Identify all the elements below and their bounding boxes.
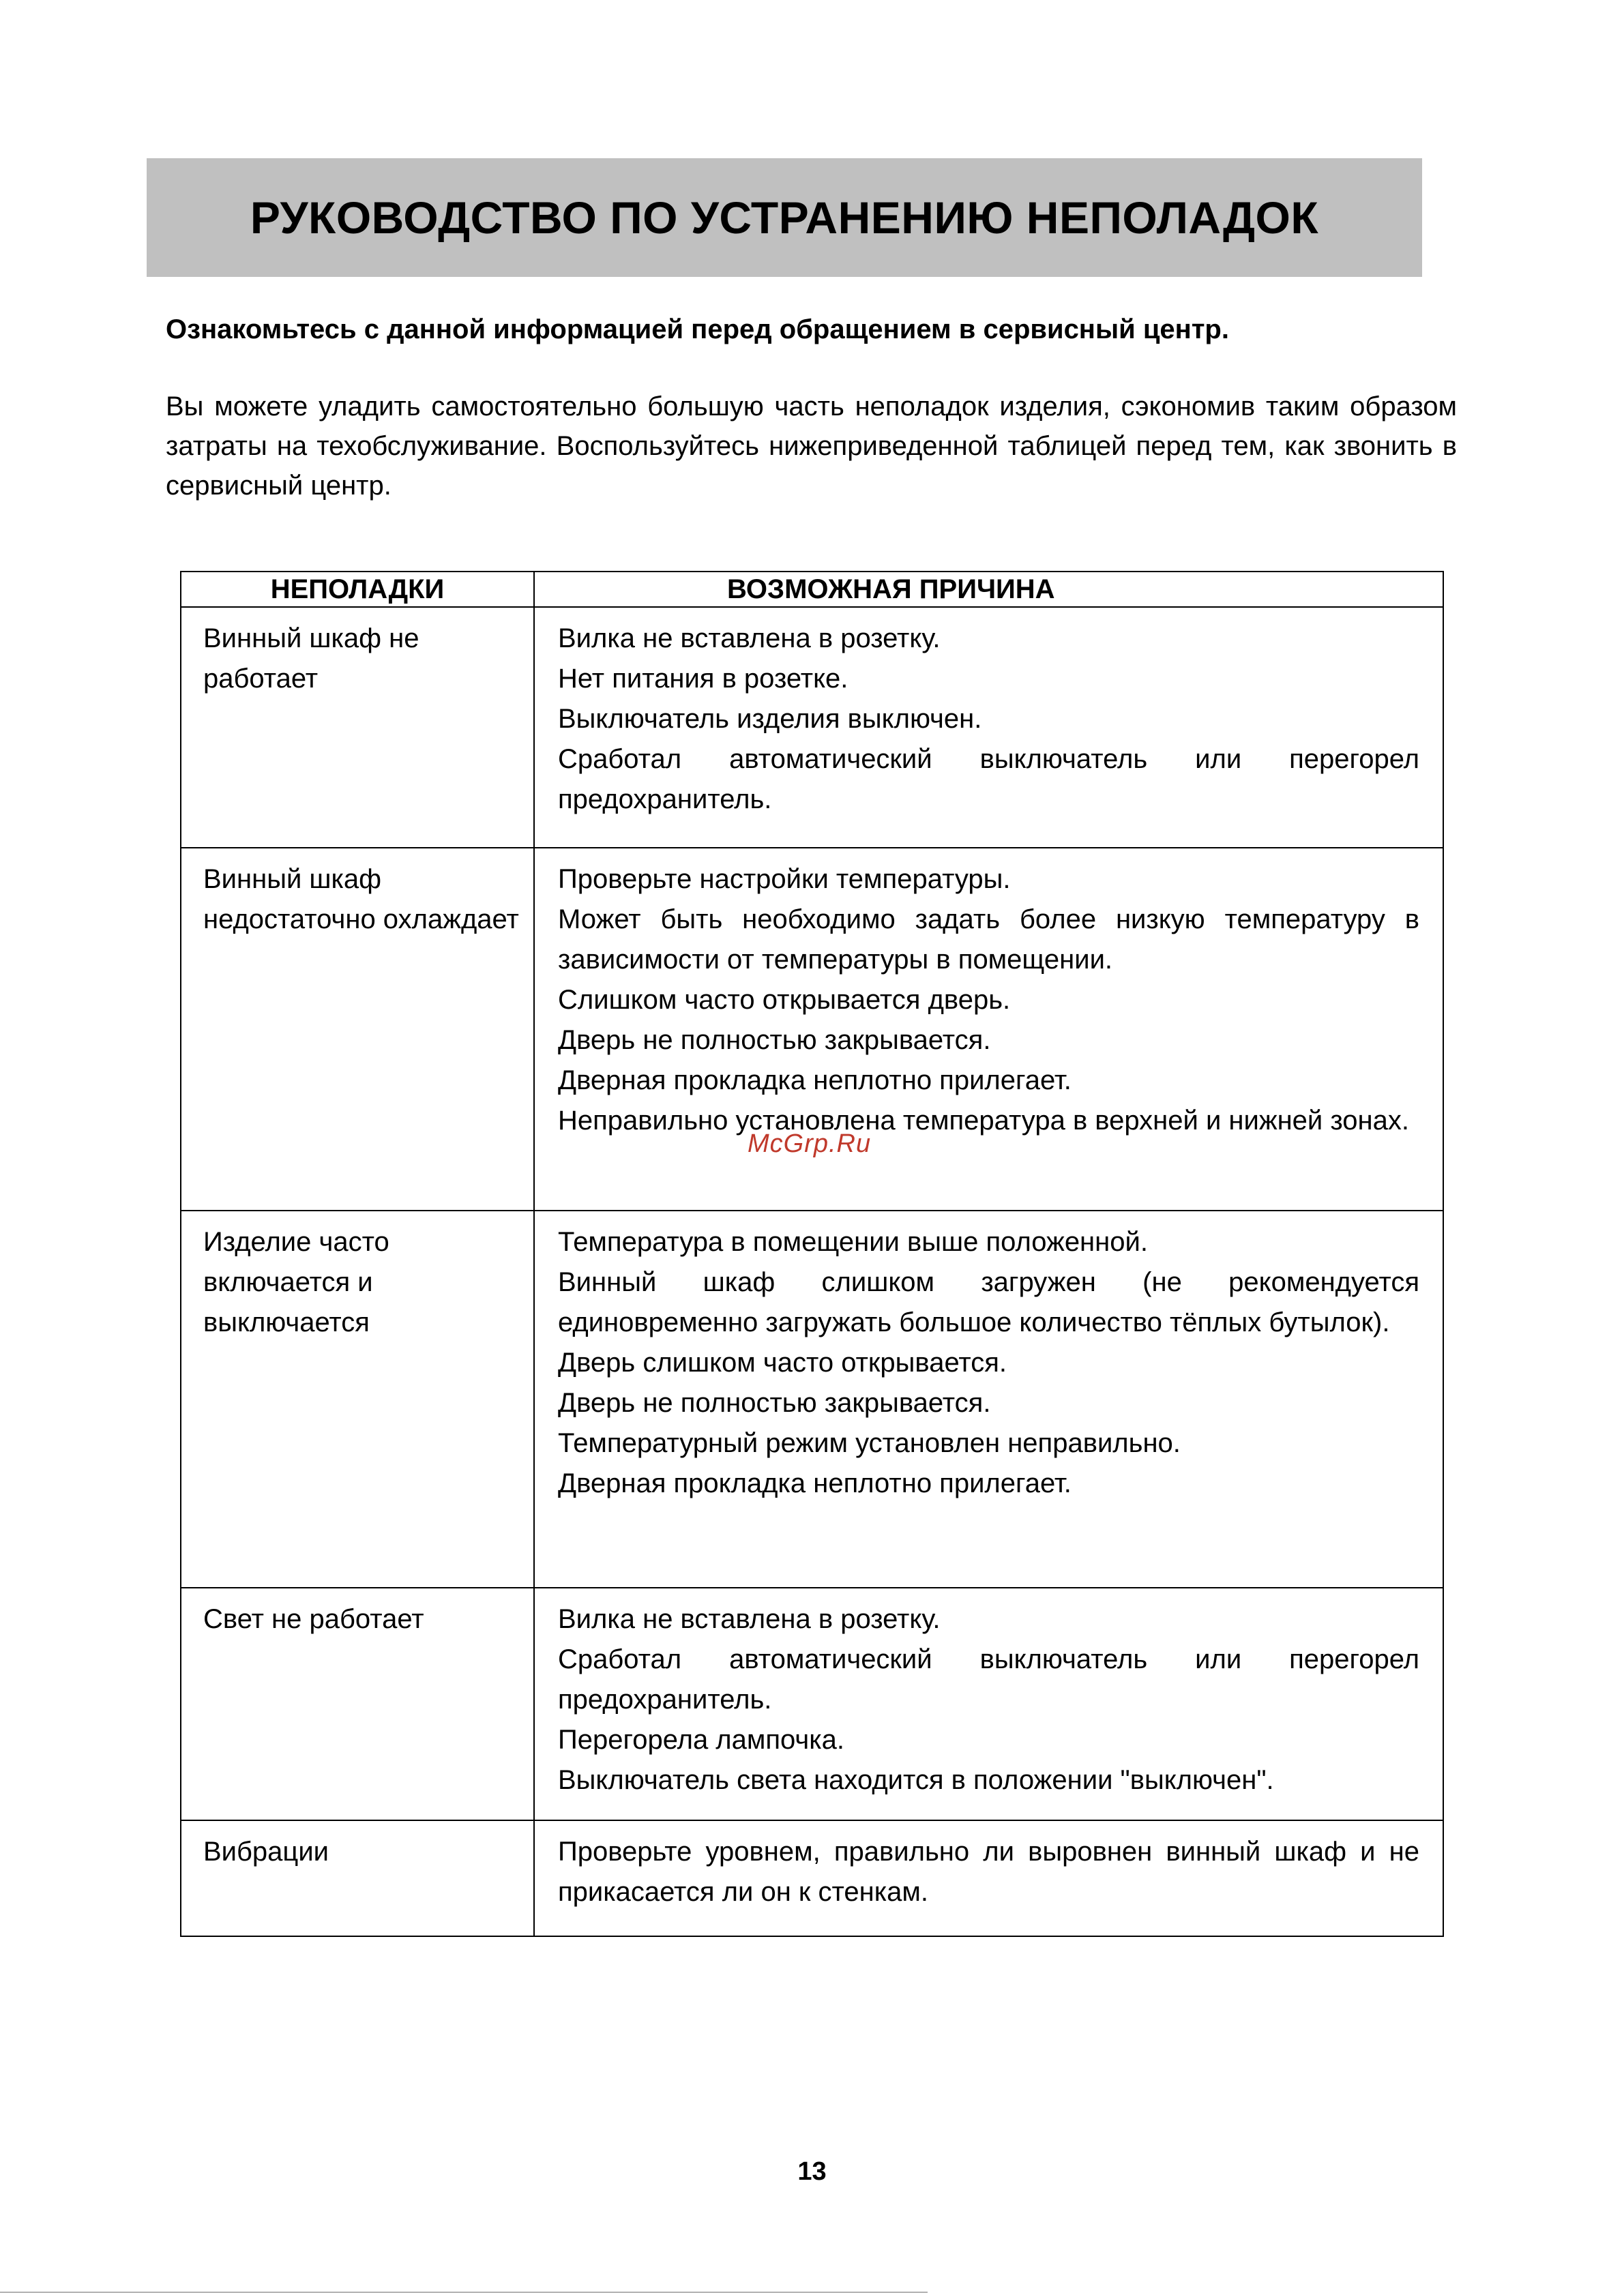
cause-item: Выключатель света находится в положении "выключен".	[558, 1765, 1274, 1795]
problem-cell: Винный шкаф недостаточно охлаждает	[181, 848, 534, 1211]
problem-cell: Вибрации	[181, 1820, 534, 1936]
page-title: РУКОВОДСТВО ПО УСТРАНЕНИЮ НЕПОЛАДОК	[250, 192, 1319, 243]
cause-item: Температура в помещении выше положенной.	[558, 1227, 1148, 1257]
header-possible-cause: ВОЗМОЖНАЯ ПРИЧИНА	[534, 572, 1443, 607]
intro-paragraph: Вы можете уладить самостоятельно большую часть неполадок изделия, сэкономив таким образом затраты на техобслуживание. Воспользуйтесь нижеприведенной таблицей перед тем, как звонить в сервисный центр.	[166, 391, 1457, 501]
cause-item: Дверь слишком часто открывается.	[558, 1348, 1007, 1378]
causes-cell	[534, 848, 1443, 1211]
title-banner	[147, 158, 1422, 277]
cause-item: Сработал автоматический выключатель или перегорел предохранитель.	[558, 744, 1419, 814]
cause-item: Может быть необходимо задать более низкую температуру в зависимости от температуры в помещении.	[558, 904, 1419, 975]
causes-cell	[534, 1820, 1443, 1936]
cause-item: Дверь не полностью закрывается.	[558, 1388, 991, 1418]
troubleshooting-table	[180, 571, 1444, 1937]
causes-cell	[534, 1588, 1443, 1820]
cause-item: Вилка не вставлена в розетку.	[558, 1604, 941, 1634]
cause-item: Выключатель изделия выключен.	[558, 704, 982, 734]
table-row	[181, 1211, 1443, 1588]
cause-item: Дверная прокладка неплотно прилегает.	[558, 1065, 1072, 1095]
problem-cell: Винный шкаф не работает	[181, 607, 534, 848]
cause-item: Дверная прокладка неплотно прилегает.	[558, 1468, 1072, 1498]
table-header-row	[181, 572, 1443, 607]
cause-item: Дверь не полностью закрывается.	[558, 1025, 991, 1055]
watermark: McGrp.Ru	[748, 1129, 872, 1158]
problem-cell: Изделие часто включается и выключается	[181, 1211, 534, 1588]
cause-item: Температурный режим установлен неправильно.	[558, 1428, 1181, 1458]
cause-item: Перегорела лампочка.	[558, 1725, 844, 1755]
cause-item: Неправильно установлена температура в верхней и нижней зонах.	[558, 1106, 1409, 1136]
bottom-rule	[0, 2292, 928, 2293]
causes-cell	[534, 1211, 1443, 1588]
cause-item: Сработал автоматический выключатель или перегорел предохранитель.	[558, 1644, 1419, 1715]
problem-cell: Свет не работает	[181, 1588, 534, 1820]
cause-item: Вилка не вставлена в розетку.	[558, 623, 941, 653]
cause-item: Винный шкаф слишком загружен (не рекомендуется единовременно загружать большое количество тёплых бутылок).	[558, 1267, 1419, 1337]
causes-cell	[534, 607, 1443, 848]
cause-item: Слишком часто открывается дверь.	[558, 985, 1011, 1015]
cause-item: Проверьте настройки температуры.	[558, 864, 1011, 894]
page-number: 13	[797, 2157, 827, 2186]
table-row	[181, 607, 1443, 848]
cause-item: Нет питания в розетке.	[558, 664, 848, 694]
header-problems: НЕПОЛАДКИ	[181, 572, 534, 607]
table-row	[181, 1588, 1443, 1820]
table-row	[181, 1820, 1443, 1936]
cause-item: Проверьте уровнем, правильно ли выровнен винный шкаф и не прикасается ли он к стенкам.	[558, 1837, 1419, 1907]
intro-notice: Ознакомьтесь с данной информацией перед обращением в сервисный центр.	[166, 314, 1229, 344]
